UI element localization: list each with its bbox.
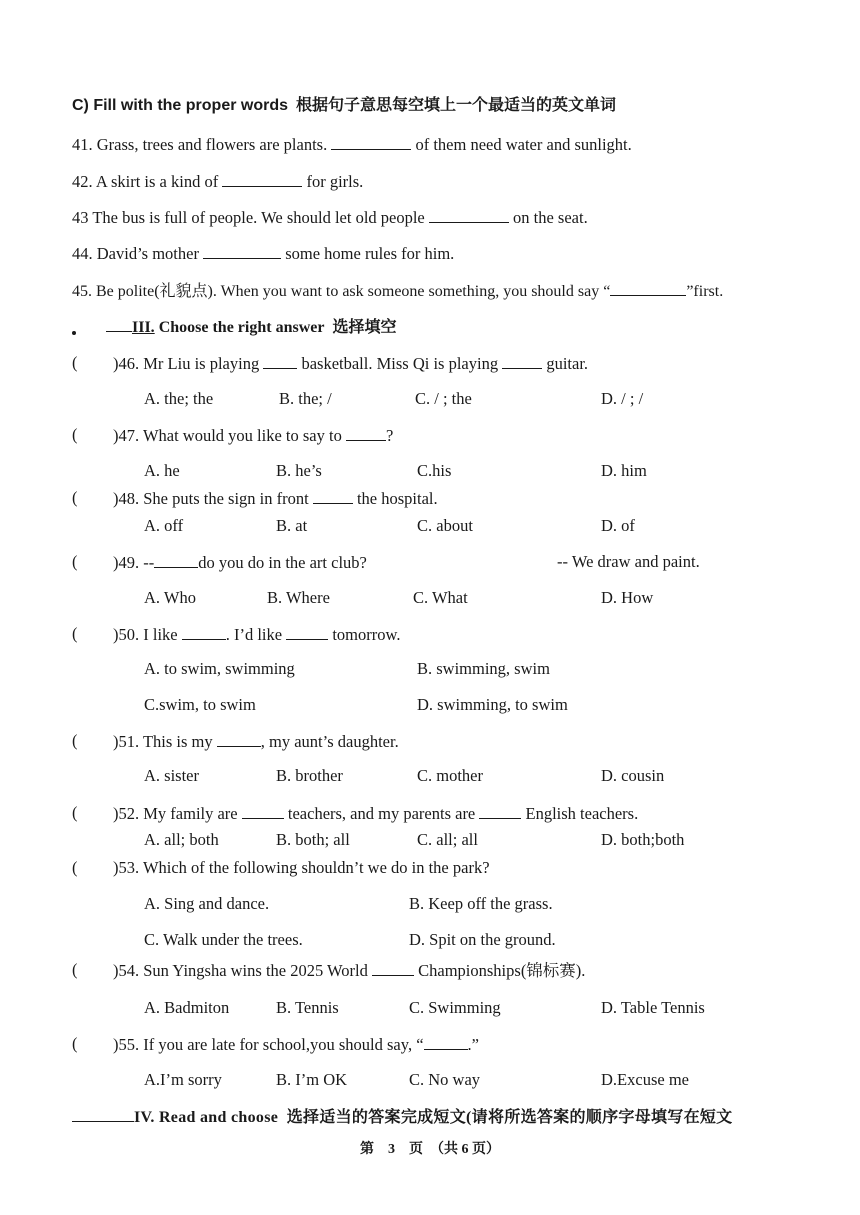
option-53-b[interactable]: B. Keep off the grass. [409,894,553,913]
question-49-reply: -- We draw and paint. [557,552,700,571]
blank-48 [313,488,353,504]
question-53 [113,858,490,878]
option-48-a[interactable]: A. off [144,516,184,535]
question-43-text-end: on the seat. [513,208,588,227]
blank-52b [479,803,521,819]
bullet-dot [72,331,76,335]
option-50-c[interactable]: C.swim, to swim [144,695,256,714]
answer-paren-51[interactable]: ( [72,731,78,750]
question-45-text-end: ”first. [686,283,724,300]
question-49-stem-end: do you do in the art club? [198,553,367,572]
question-41 [72,134,632,155]
option-52-a[interactable]: A. all; both [144,830,219,849]
question-50 [113,624,400,645]
section-iv-title-en: Read and choose [158,1109,279,1126]
question-52-stem: )52. My family are [113,804,238,823]
question-47 [113,425,393,446]
option-49-b[interactable]: B. Where [267,588,330,607]
option-54-c[interactable]: C. Swimming [409,998,501,1017]
question-47-stem: )47. What would you like to say to [113,426,342,445]
option-47-d[interactable]: D. him [601,461,647,480]
option-54-d[interactable]: D. Table Tennis [601,998,705,1017]
option-51-a[interactable]: A. sister [144,766,199,785]
section-iii-title [106,317,396,338]
option-50-a[interactable]: A. to swim, swimming [144,659,295,678]
question-42-text-end: for girls. [306,172,364,191]
answer-paren-52[interactable]: ( [72,803,78,822]
option-55-d[interactable]: D.Excuse me [601,1070,689,1089]
option-51-b[interactable]: B. brother [276,766,343,785]
question-43-text: 43 The bus is full of people. We should let old people [72,208,425,227]
answer-blank-42[interactable] [222,171,302,187]
option-49-a[interactable]: A. Who [144,588,196,607]
option-49-c[interactable]: C. What [413,588,468,607]
option-52-c[interactable]: C. all; all [417,830,478,849]
section-iv-score-line [72,1107,134,1122]
option-47-b[interactable]: B. he’s [276,461,322,480]
blank-50b [286,624,328,640]
question-50-stem-end: tomorrow. [332,625,401,644]
blank-49 [154,552,198,568]
question-46-stem-end: guitar. [546,354,589,373]
question-46 [113,353,588,374]
question-52-stem-mid: teachers, and my parents are [287,804,476,823]
option-49-d[interactable]: D. How [601,588,654,607]
blank-46a [263,353,297,369]
question-52 [113,803,638,824]
blank-55 [424,1034,468,1050]
blank-52a [242,803,284,819]
section-iv-title-zh: 选择适当的答案完成短文(请将所选答案的顺序字母填写在短文 [286,1109,733,1126]
option-51-c[interactable]: C. mother [417,766,483,785]
section-c-title-en: C) Fill with the proper words [72,97,288,114]
answer-blank-44[interactable] [203,243,281,259]
question-55-stem-end: .” [467,1035,479,1054]
blank-46b [502,353,542,369]
answer-blank-45[interactable] [610,280,686,296]
option-48-c[interactable]: C. about [417,516,473,535]
option-46-a[interactable]: A. the; the [144,389,214,408]
question-42 [72,171,363,192]
option-46-d[interactable]: D. / ; / [601,389,644,408]
answer-blank-41[interactable] [331,134,411,150]
option-48-d[interactable]: D. of [601,516,635,535]
question-46-stem: )46. Mr Liu is playing [113,354,260,373]
question-44-text-end: some home rules for him. [285,244,455,263]
question-50-stem: )50. I like [113,625,178,644]
answer-paren-55[interactable]: ( [72,1034,78,1053]
blank-50a [182,624,226,640]
option-53-d[interactable]: D. Spit on the ground. [409,930,556,949]
option-52-d[interactable]: D. both;both [601,830,685,849]
section-iv-title [72,1107,732,1128]
option-53-c[interactable]: C. Walk under the trees. [144,930,303,949]
question-54-stem: )54. Sun Yingsha wins the 2025 World [113,961,368,980]
question-46-stem-mid: basketball. Miss Qi is playing [301,354,499,373]
question-41-text: 41. Grass, trees and flowers are plants. [72,135,328,154]
section-iii-roman: III. [132,319,155,336]
question-54-stem-end: Championships(锦标赛). [418,961,586,980]
answer-paren-53[interactable]: ( [72,858,78,877]
question-55-stem: )55. If you are late for school,you should say, “ [113,1035,424,1054]
section-c-title-zh: 根据句子意思每空填上一个最适当的英文单词 [296,97,617,114]
question-45-text: 45. Be polite(礼貌点). When you want to ask someone something, you should say “ [72,283,611,300]
option-46-c[interactable]: C. / ; the [415,389,472,408]
option-53-a[interactable]: A. Sing and dance. [144,894,270,913]
question-53-stem: )53. Which of the following shouldn’t we do in the park? [113,858,490,877]
section-iii-title-zh: 选择填空 [332,319,397,336]
answer-paren-48[interactable]: ( [72,488,78,507]
answer-paren-46[interactable]: ( [72,353,78,372]
option-52-b[interactable]: B. both; all [276,830,350,849]
section-iv-roman: IV. [134,1109,155,1126]
option-55-c[interactable]: C. No way [409,1070,481,1089]
option-47-a[interactable]: A. he [144,461,180,480]
question-48-stem-end: the hospital. [356,489,438,508]
option-48-b[interactable]: B. at [276,516,308,535]
question-42-text: 42. A skirt is a kind of [72,172,219,191]
question-50-stem-mid: . I’d like [225,625,283,644]
answer-paren-47[interactable]: ( [72,425,78,444]
question-47-stem-end: ? [385,426,394,445]
answer-paren-50[interactable]: ( [72,624,78,643]
option-55-a[interactable]: A.I’m sorry [144,1070,222,1089]
question-54 [113,960,585,981]
question-49 [113,552,367,573]
blank-51 [217,731,261,747]
blank-47 [346,425,386,441]
option-50-b[interactable]: B. swimming, swim [417,659,550,678]
question-55 [113,1034,479,1055]
option-54-a[interactable]: A. Badmiton [144,998,230,1017]
question-52-stem-end: English teachers. [525,804,639,823]
question-51-stem-end: , my aunt’s daughter. [260,732,399,751]
option-47-c[interactable]: C.his [417,461,452,480]
question-49-stem: )49. -- [113,553,155,572]
page-footer: 第 3 页 （共 6 页） [360,1142,500,1157]
section-iii-title-en: Choose the right answer [158,319,325,336]
question-44 [72,243,454,264]
option-54-b[interactable]: B. Tennis [276,998,339,1017]
question-48-stem: )48. She puts the sign in front [113,489,309,508]
question-45 [72,280,723,302]
option-46-b[interactable]: B. the; / [279,389,332,408]
question-51-stem: )51. This is my [113,732,213,751]
blank-54 [372,960,414,976]
question-43 [72,207,588,228]
question-51 [113,731,399,752]
section-c-title [72,96,616,116]
question-44-text: 44. David’s mother [72,244,199,263]
option-51-d[interactable]: D. cousin [601,766,665,785]
answer-paren-49[interactable]: ( [72,552,78,571]
option-50-d[interactable]: D. swimming, to swim [417,695,568,714]
answer-paren-54[interactable]: ( [72,960,78,979]
question-48 [113,488,438,509]
question-41-text-end: of them need water and sunlight. [415,135,632,154]
section-iii-score-line [106,317,132,332]
option-55-b[interactable]: B. I’m OK [276,1070,348,1089]
answer-blank-43[interactable] [429,207,509,223]
